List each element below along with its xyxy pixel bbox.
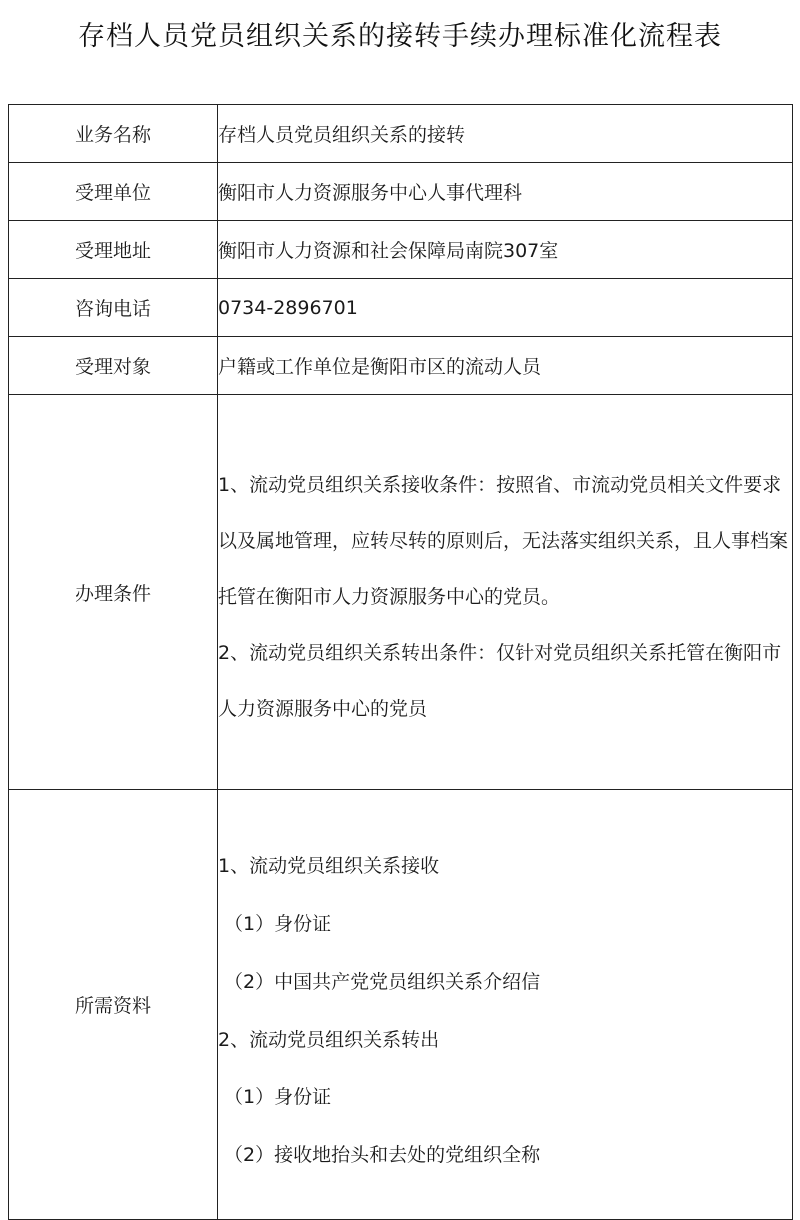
material-line: （1）身份证 — [224, 913, 332, 936]
page-title: 存档人员党员组织关系的接转手续办理标准化流程表 — [78, 21, 722, 52]
row-label: 受理单位 — [9, 163, 218, 221]
row-value: 衡阳市人力资源服务中心人事代理科 — [218, 163, 793, 221]
table-row-target — [9, 337, 793, 395]
row-value: 户籍或工作单位是衡阳市区的流动人员 — [218, 337, 793, 395]
table-row-handling-unit — [9, 163, 793, 221]
row-value: 0734-2896701 — [218, 279, 793, 337]
table-row-conditions — [9, 395, 793, 790]
table-row-phone — [9, 279, 793, 337]
row-label: 受理地址 — [9, 221, 218, 279]
row-value: 存档人员党员组织关系的接转 — [218, 105, 793, 163]
table-row-business-name — [9, 105, 793, 163]
table-row-address — [9, 221, 793, 279]
material-line: （2）中国共产党党员组织关系介绍信 — [224, 970, 541, 993]
row-label: 办理条件 — [9, 395, 218, 790]
material-line: （1）身份证 — [224, 1086, 332, 1109]
materials-cell — [218, 790, 793, 1220]
material-line: （2）接收地抬头和去处的党组织全称 — [224, 1143, 541, 1166]
row-label: 所需资料 — [9, 790, 218, 1220]
process-table — [8, 104, 793, 1220]
condition-paragraph: 1、流动党员组织关系接收条件：按照省、市流动党员相关文件要求以及属地管理，应转尽转的原则后，无法落实组织关系，且人事档案托管在衡阳市人力资源服务中心的党员。 — [218, 474, 789, 608]
material-line: 1、流动党员组织关系接收 — [218, 855, 440, 878]
row-value: 衡阳市人力资源和社会保障局南院307室 — [218, 221, 793, 279]
material-line: 2、流动党员组织关系转出 — [218, 1028, 440, 1051]
condition-paragraph: 2、流动党员组织关系转出条件：仅针对党员组织关系托管在衡阳市人力资源服务中心的党员 — [218, 642, 782, 720]
row-label: 业务名称 — [9, 105, 218, 163]
conditions-cell — [218, 395, 793, 790]
row-label: 受理对象 — [9, 337, 218, 395]
table-row-materials — [9, 790, 793, 1220]
row-label: 咨询电话 — [9, 279, 218, 337]
